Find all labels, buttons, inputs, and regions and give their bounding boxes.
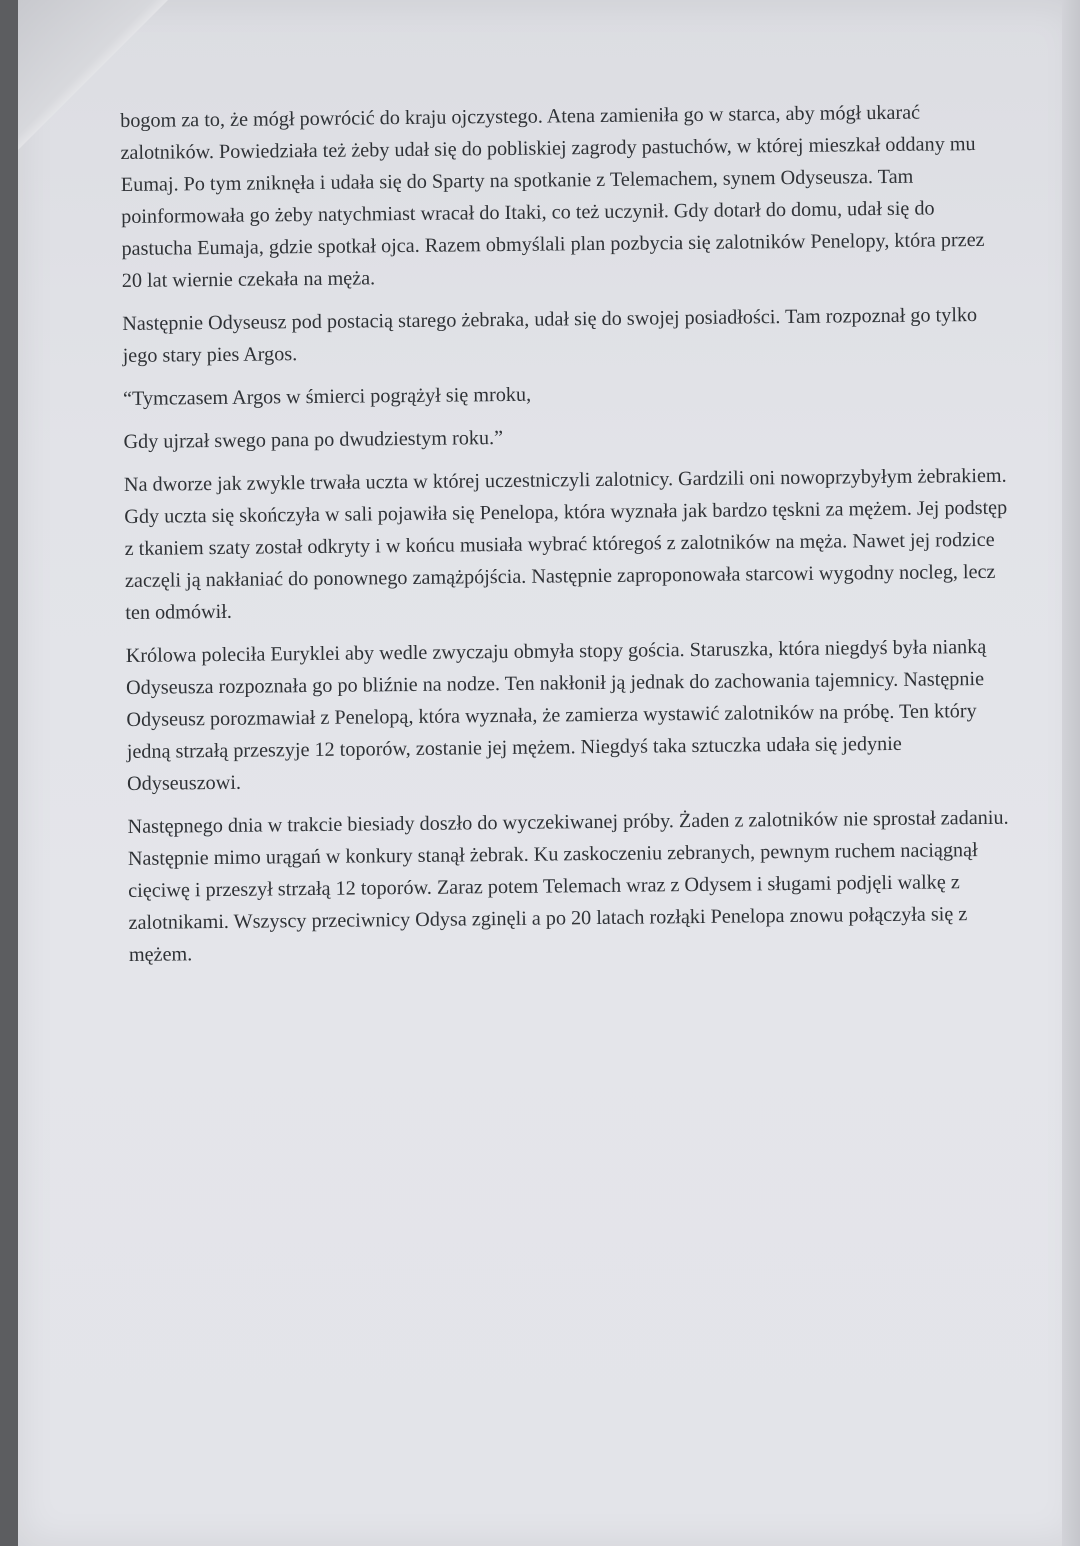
paper-sheet (18, 0, 1080, 1546)
paragraph-5: Następnego dnia w trakcie biesiady doszło do wyczekiwanej próby. Żaden z zalotników nie sprostał zadaniu. Następnie mimo urągań w konkury stanął żebrak. Ku zaskoczeniu zebranych, pewnym ruchem naciągnął cięciwę i przeszył strzałą 12 toporów. Zaraz potem Telemach wraz z Odysem i sługami podjęli walkę z zalotnikami. Wszyscy przeciwnicy Odysa zginęli a po 20 latach rozłąki Penelopa znowu połączyła się z mężem. (127, 806, 1009, 966)
document-body (120, 96, 1017, 982)
quote-line-2: Gdy ujrzał swego pana po dwudziestym roku.” (123, 427, 504, 453)
quote-line-1: “Tymczasem Argos w śmierci pogrążył się mroku, (122, 383, 532, 410)
paragraph-1: bogom za to, że mógł powrócić do kraju ojczystego. Atena zamieniła go w starca, aby mógł ukarać zalotników. Powiedziała też żeby udał się do pobliskiej zagrody pastuchów, w której mieszkał oddany mu Eumaj. Po tym zniknęła i udała się do Sparty na spotkanie z Telemachem, synem Odyseusza. Tam poinformowała go żeby natychmiast wracał do Itaki, co też uczynił. Gdy dotarł do domu, udał się do pastucha Eumaja, gdzie spotkał ojca. Razem obmyślali plan pozbycia się zalotników Penelopy, która przez 20 lat wiernie czekała na męża. (120, 101, 985, 292)
paragraph-2: Następnie Odyseusz pod postacią starego żebraka, udał się do swojej posiadłości. Tam rozpoznał go tylko jego stary pies Argos. (122, 304, 978, 367)
page-edge (1062, 0, 1080, 1546)
paragraph-4: Królowa poleciła Euryklei aby wedle zwyczaju obmyła stopy gościa. Staruszka, która niegdyś była nianką Odyseusza rozpoznała go po bliźnie na nodze. Ten nakłonił ją jednak do zachowania tajemnicy. Następnie Odyseusz porozmawiał z Penelopą, która wyznała, że zamierza wystawić zalotników na próbę. Ten który jedną strzałą przeszyje 12 toporów, zostanie jej mężem. Niegdyś taka sztuczka udała się jedynie Odyseuszowi. (125, 635, 987, 795)
paragraph-3: Na dworze jak zwykle trwała uczta w której uczestniczyli zalotnicy. Gardzili oni nowoprzybyłym żebrakiem. Gdy uczta się skończyła w sali pojawiła się Penelopa, która wyznała jak bardzo tęskni za mężem. Jej podstęp z tkaniem szaty został odkryty i w końcu musiała wybrać któregoś z zalotników na męża. Nawet jej rodzice zaczęli ją nakłaniać do ponownego zamążpójścia. Następnie zaproponowała starcowi wygodny nocleg, lecz ten odmówił. (123, 464, 1008, 624)
